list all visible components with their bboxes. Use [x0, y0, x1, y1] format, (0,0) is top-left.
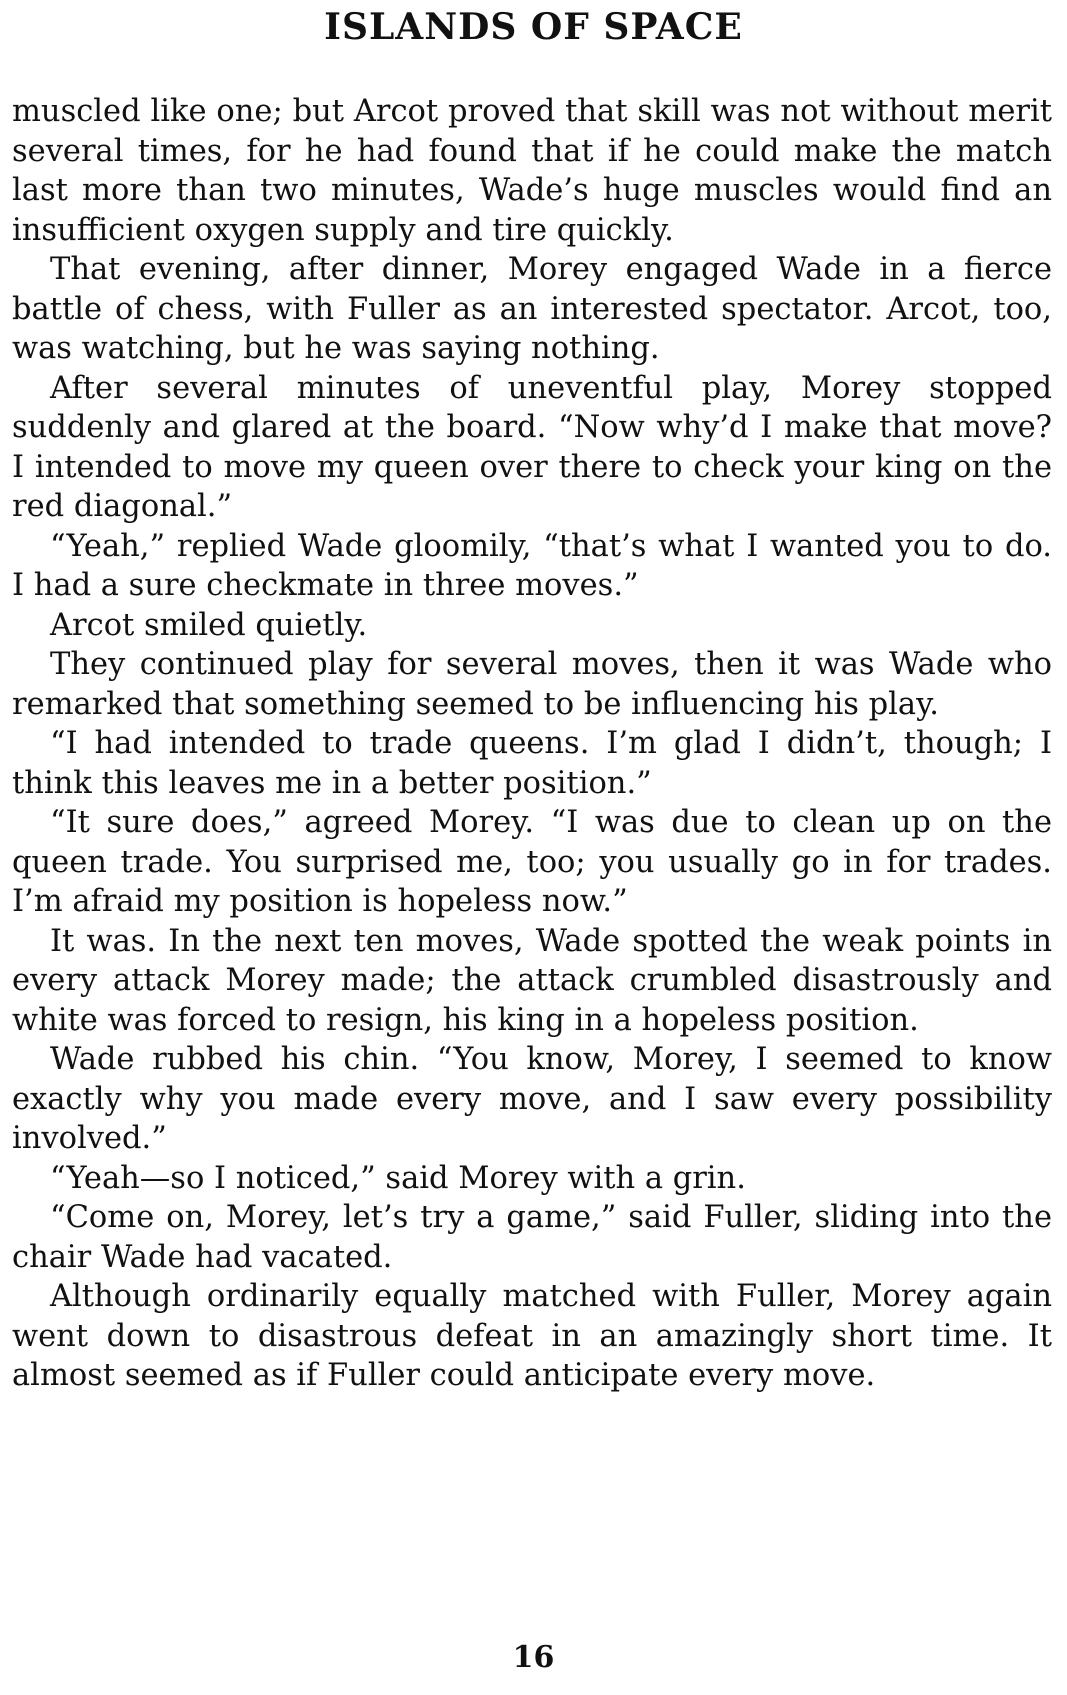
paragraph: “Yeah,” replied Wade gloomily, “that’s what I wanted you to do. I had a sure checkmate in three moves.”: [12, 528, 1052, 603]
paragraph: It was. In the next ten moves, Wade spotted the weak points in every attack Morey made; the attack crumbled disastrously and white was forced to resign, his king in a hopeless position.: [12, 923, 1052, 1038]
paragraph: After several minutes of uneventful play, Morey stopped suddenly and glared at the board. “Now why’d I make that move? I intended to move my queen over there to check your king on the red diagonal.”: [12, 370, 1052, 524]
paragraph: That evening, after dinner, Morey engaged Wade in a fierce battle of chess, with Fuller as an interested spectator. Arcot, too, was watching, but he was saying nothing.: [12, 252, 1052, 366]
paragraph: Although ordinarily equally matched with Fuller, Morey again went down to disastrous defeat in an amazingly short time. It almost seemed as if Fuller could anticipate every move.: [12, 1279, 1052, 1393]
paragraph: They continued play for several moves, then it was Wade who remarked that something seemed to be influencing his play.: [12, 647, 1052, 722]
running-head: ISLANDS OF SPACE: [324, 6, 743, 48]
body-text: [12, 92, 1052, 1396]
page-number: 16: [512, 1640, 555, 1675]
paragraph: “I had intended to trade queens. I’m glad I didn’t, though; I think this leaves me in a better position.”: [12, 726, 1052, 801]
paragraph: muscled like one; but Arcot proved that skill was not without merit several times, for he had found that if he could make the match last more than two minutes, Wade’s huge muscles would find an insufficient oxygen supply and tire quickly.: [12, 94, 1052, 248]
paragraph: “It sure does,” agreed Morey. “I was due to clean up on the queen trade. You surprised me, too; you usually go in for trades. I’m afraid my position is hopeless now.”: [12, 805, 1052, 919]
paragraph: “Come on, Morey, let’s try a game,” said Fuller, sliding into the chair Wade had vacated.: [12, 1200, 1052, 1275]
paragraph: Arcot smiled quietly.: [50, 607, 368, 643]
paragraph: “Yeah—so I noticed,” said Morey with a grin.: [50, 1160, 746, 1196]
paragraph: Wade rubbed his chin. “You know, Morey, I seemed to know exactly why you made every move, and I saw every possibility involved.”: [12, 1042, 1052, 1156]
